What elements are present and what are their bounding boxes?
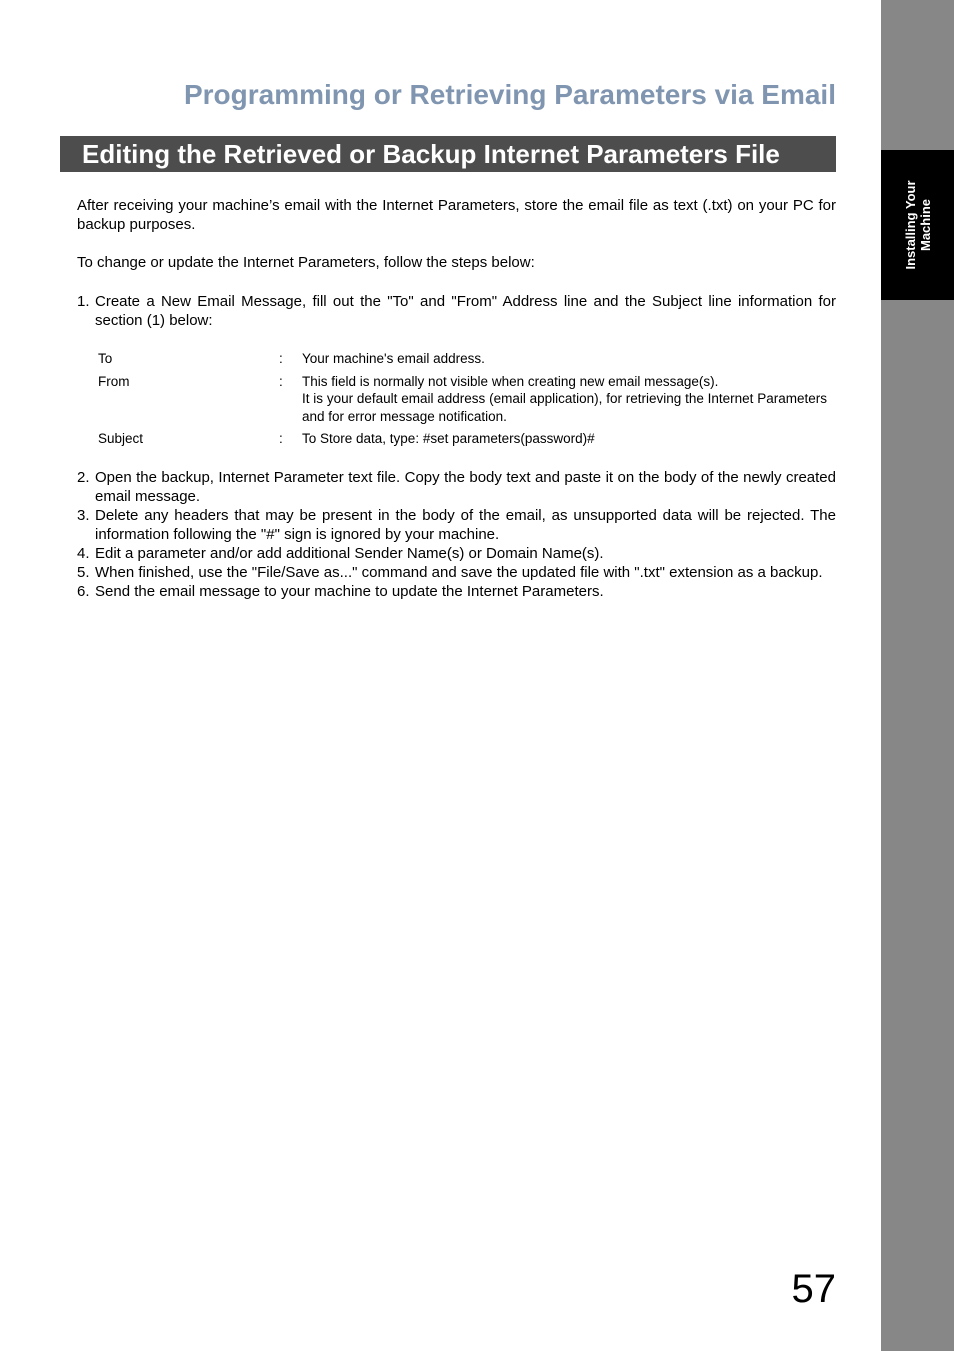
field-description-from [302, 373, 827, 426]
field-description-to [302, 350, 827, 368]
chapter-tab-line-2: Machine [917, 199, 933, 252]
chapter-tab-label [903, 155, 933, 295]
step-number: 3. [77, 506, 90, 524]
step-number: 1. [77, 293, 90, 310]
intro-paragraph-1: After receiving your machine’s email with the Internet Parameters, store the email file as text (.txt) on your PC for backup purposes. [77, 197, 836, 233]
table-row [98, 430, 827, 448]
step-number: 6. [77, 582, 90, 600]
list-item [77, 563, 836, 582]
step-text: When finished, use the "File/Save as..." command and save the updated file with ".txt" extension as a backup. [95, 563, 823, 581]
list-item [77, 292, 836, 330]
step-text: Open the backup, Internet Parameter text file. Copy the body text and paste it on the body of the newly created email message. [95, 468, 836, 505]
intro-paragraph-2: To change or update the Internet Parameters, follow the steps below: [77, 254, 535, 271]
field-label-from: From [98, 373, 130, 389]
table-row [98, 373, 827, 426]
step-text: Create a New Email Message, fill out the "To" and "From" Address line and the Subject line information for section (1) below: [95, 293, 836, 329]
page-number: 57 [791, 1267, 836, 1311]
list-item [77, 468, 836, 506]
step-text: Edit a parameter and/or add additional Sender Name(s) or Domain Name(s). [95, 544, 604, 562]
step-text: Delete any headers that may be present in the body of the email, as unsupported data will be rejected. The information following the "#" sign is ignored by your machine. [95, 506, 836, 543]
chapter-tab [881, 150, 954, 300]
section-title: Programming or Retrieving Parameters via Email [183, 79, 836, 110]
field-description-line: This field is normally not visible when creating new email message(s). [302, 373, 719, 389]
chapter-tab-line-1: Installing Your [902, 180, 918, 270]
step-number: 4. [77, 544, 90, 562]
step-number: 2. [77, 468, 90, 486]
page-heading: Editing the Retrieved or Backup Internet Parameters File [82, 139, 780, 169]
step-number: 5. [77, 563, 90, 581]
table-row [98, 350, 827, 368]
field-description-line: It is your default email address (email application), for retrieving the Internet Parameters and for error message notification. [302, 391, 827, 424]
field-separator: : [279, 351, 283, 366]
field-label-to: To [98, 351, 113, 366]
list-item [77, 506, 836, 544]
step-list-first [77, 292, 836, 330]
step-list-remaining [77, 468, 836, 601]
step-text: Send the email message to your machine to update the Internet Parameters. [95, 582, 604, 600]
field-description-line: To Store data, type: #set parameters(password)# [302, 431, 595, 446]
field-description-line: Your machine's email address. [302, 351, 485, 366]
field-label-subject: Subject [98, 431, 144, 446]
list-item [77, 544, 836, 563]
field-separator: : [279, 373, 283, 389]
heading-bar [60, 136, 836, 172]
email-field-table [98, 350, 827, 448]
field-separator: : [279, 431, 283, 446]
field-description-subject [302, 430, 827, 448]
main-content [77, 196, 836, 601]
list-item [77, 582, 836, 601]
